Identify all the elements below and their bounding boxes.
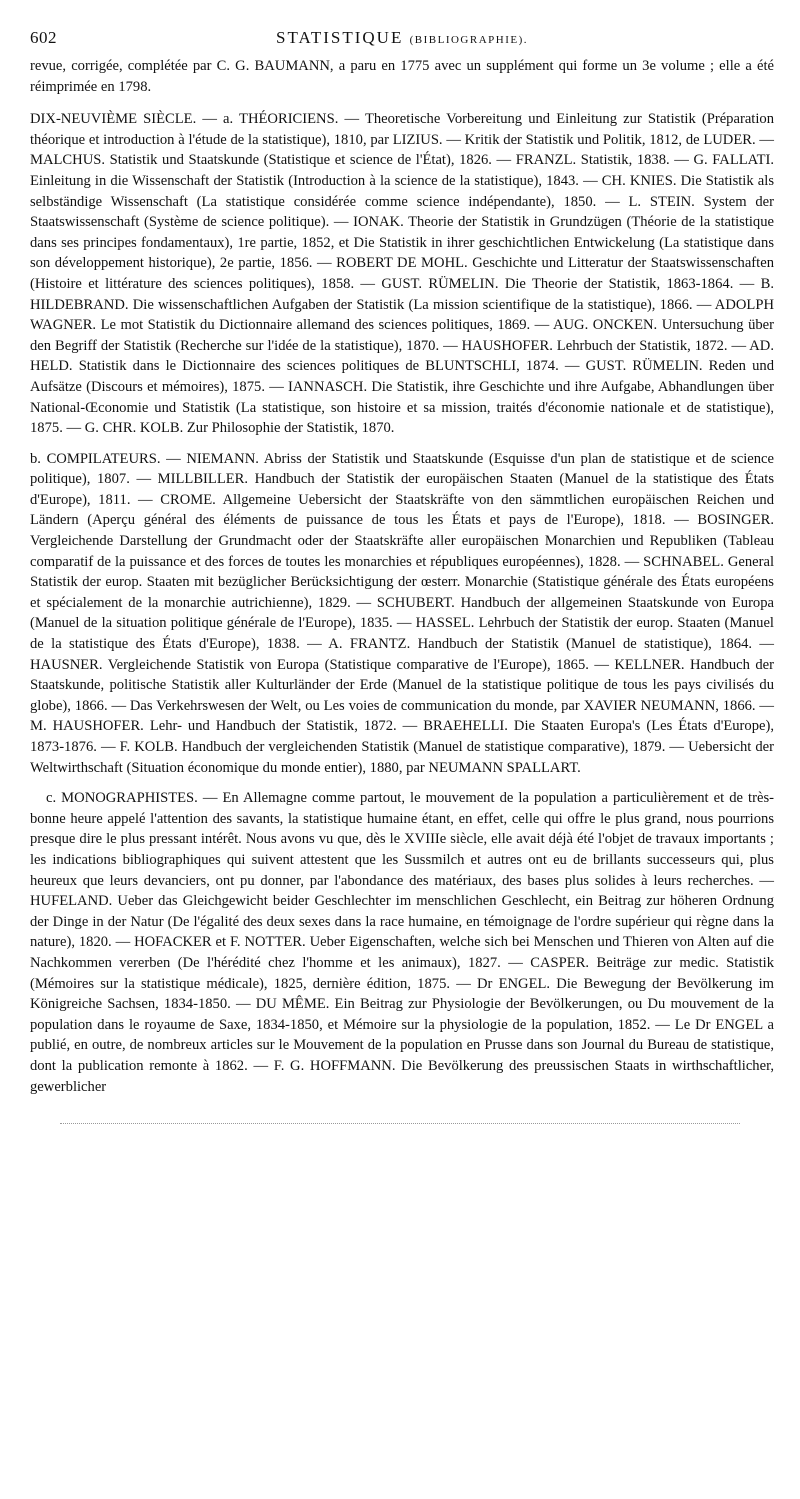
running-header <box>30 28 774 54</box>
page-number: 602 <box>30 28 57 47</box>
running-title-sub: (BIBLIOGRAPHIE). <box>409 34 529 46</box>
paragraph-theoriciens: DIX-NEUVIÈME SIÈCLE. — a. THÉORICIENS. — Theoretische Vorbereitung und Einleitung zur Statistik (Préparation théorique et introduction à l'étude de la statistique), 1810, par LIZIUS. — Kritik der Statistik und Politik, 1812, de LUDER. — MALCHUS. Statistik und Staatskunde (Statistique et science de l'État), 1826. — FRANZL. Statistik, 1838. — G. FALLATI. Einleitung in die Wissenschaft der Statistik (Introduction à la science de la statistique), 1843. — CH. KNIES. Die Statistik als selbständige Wissenschaft (La statistique considérée comme science indépendante), 1850. — L. STEIN. System der Staatswissenschaft (Système de science politique). — IONAK. Theorie der Statistik in Grundzügen (Théorie de la statistique dans ses principes fondamentaux), 1re partie, 1852, et Die Statistik in ihrer geschichtlichen Entwickelung (La statistique dans son développement historique), 2e partie, 1856. — ROBERT DE MOHL. Geschichte und Litteratur der Staatswissenschaften (Histoire et littérature des sciences politiques), 1858. — GUST. RÜMELIN. Die Theorie der Statistik, 1863-1864. — B. HILDEBRAND. Die wissenschaftlichen Aufgaben der Statistik (La mission scientifique de la statistique), 1866. — ADOLPH WAGNER. Le mot Statistik du Dictionnaire allemand des sciences politiques, 1869. — AUG. ONCKEN. Untersuchung über den Begriff der Statistik (Recherche sur l'idée de la statistique), 1870. — HAUSHOFER. Lehrbuch der Statistik, 1872. — AD. HELD. Statistik dans le Dictionnaire des sciences politiques de BLUNTSCHLI, 1874. — GUST. RÜMELIN. Reden und Aufsätze (Discours et mémoires), 1875. — IANNASCH. Die Statistik, ihre Geschichte und ihre Aufgabe, Abhandlungen über National-Œconomie und Statistik (La statistique, son histoire et sa mission, traités d'économie nationale et de statistique), 1875. — G. CHR. KOLB. Zur Philosophie der Statistik, 1870. <box>30 111 774 437</box>
paragraph-continuation: revue, corrigée, complétée par C. G. BAUMANN, a paru en 1775 avec un supplément qui forme un 3e volume ; elle a été réimprimée en 1798. <box>30 58 774 95</box>
bottom-divider <box>60 1123 740 1124</box>
paragraph-compilateurs: b. COMPILATEURS. — NIEMANN. Abriss der Statistik und Staatskunde (Esquisse d'un plan de statistique et de science politique), 1807. — MILLBILLER. Handbuch der Statistik der europäischen Staaten (Manuel de la statistique des États d'Europe), 1811. — CROME. Allgemeine Uebersicht der Staatskräfte von den sämmtlichen europäischen Reichen und Ländern (Aperçu général des éléments de puissance de tous les États et pays de l'Europe), 1818. — BOSINGER. Vergleichende Darstellung der Grundmacht oder der Staatskräfte aller europäischen Monarchien und Republiken (Tableau comparatif de la puissance et des forces de toutes les monarchies et républiques européennes), 1828. — SCHNABEL. General Statistik der europ. Staaten mit bezüglicher Berücksichtigung der œsterr. Monarchie (Statistique générale des États européens et spécialement de la monarchie autrichienne), 1829. — SCHUBERT. Handbuch der allgemeinen Staatskunde von Europa (Manuel de la situation politique générale de l'Europe), 1835. — HASSEL. Lehrbuch der Statistik der europ. Staaten (Manuel de la statistique des États d'Europe), 1838. — A. FRANTZ. Handbuch der Statistik (Manuel de statistique), 1864. — HAUSNER. Vergleichende Statistik von Europa (Statistique comparative de l'Europe), 1865. — KELLNER. Handbuch der Staatskunde, politische Statistik aller Kulturländer der Erde (Manuel de la statistique politique de tous les pays civilisés du globe), 1866. — Das Verkehrswesen der Welt, ou Les voies de communication du monde, par XAVIER NEUMANN, 1866. — M. HAUSHOFER. Lehr- und Handbuch der Statistik, 1872. — BRAEHELLI. Die Staaten Europa's (Les États d'Europe), 1873-1876. — F. KOLB. Handbuch der vergleichenden Statistik (Manuel de statistique comparative), 1879. — Uebersicht der Weltwirthschaft (Situation économique du monde entier), 1880, par NEUMANN SPALLART. <box>30 450 774 776</box>
book-page <box>30 28 774 1124</box>
running-title-main: STATISTIQUE <box>275 28 404 47</box>
running-title <box>30 28 774 51</box>
paragraph-monographistes: c. MONOGRAPHISTES. — En Allemagne comme partout, le mouvement de la population a particulièrement et de très-bonne heure appelé l'attention des savants, la statistique humaine étant, en effet, celle qui offre le plus grand, nous pourrions presque dire le plus pressant intérêt. Nous avons vu que, dès le XVIIIe siècle, elle avait déjà été l'objet de travaux importants ; les indications bibliographiques qui suivent attestent que les Sussmilch et autres ont eu de brillants successeurs qui, plus heureux que leurs devanciers, ont pu donner, par l'abondance des matériaux, des bases plus solides à leurs recherches. — HUFELAND. Ueber das Gleichgewicht beider Geschlechter im menschlichen Geschlecht, ein Beitrag zur höheren Ordnung der Dinge in der Natur (De l'égalité des deux sexes dans la race humaine, en témoignage de l'ordre supérieur qui règne dans la nature), 1820. — HOFACKER et F. NOTTER. Ueber Eigenschaften, welche sich bei Menschen und Thieren von Alten auf die Nachkommen vererben (De l'hérédité chez l'homme et les animaux), 1827. — CASPER. Beiträge zur medic. Statistik (Mémoires sur la statistique médicale), 1825, dernière édition, 1875. — Dr ENGEL. Die Bewegung der Bevölkerung im Königreiche Sachsen, 1834-1850. — DU MÊME. Ein Beitrag zur Physiologie der Bevölkerungen, ou Du mouvement de la population dans le royaume de Saxe, 1834-1850, et Mémoire sur la physiologie de la population, 1852. — Le Dr ENGEL a publié, en outre, de nombreux articles sur le Mouvement de la population en Prusse dans son Journal du Bureau de statistique, dont la publication remonte à 1862. — F. G. HOFFMANN. Die Bevölkerung des preussischen Staats in wirthschaftlicher, gewerblicher <box>30 790 774 1095</box>
